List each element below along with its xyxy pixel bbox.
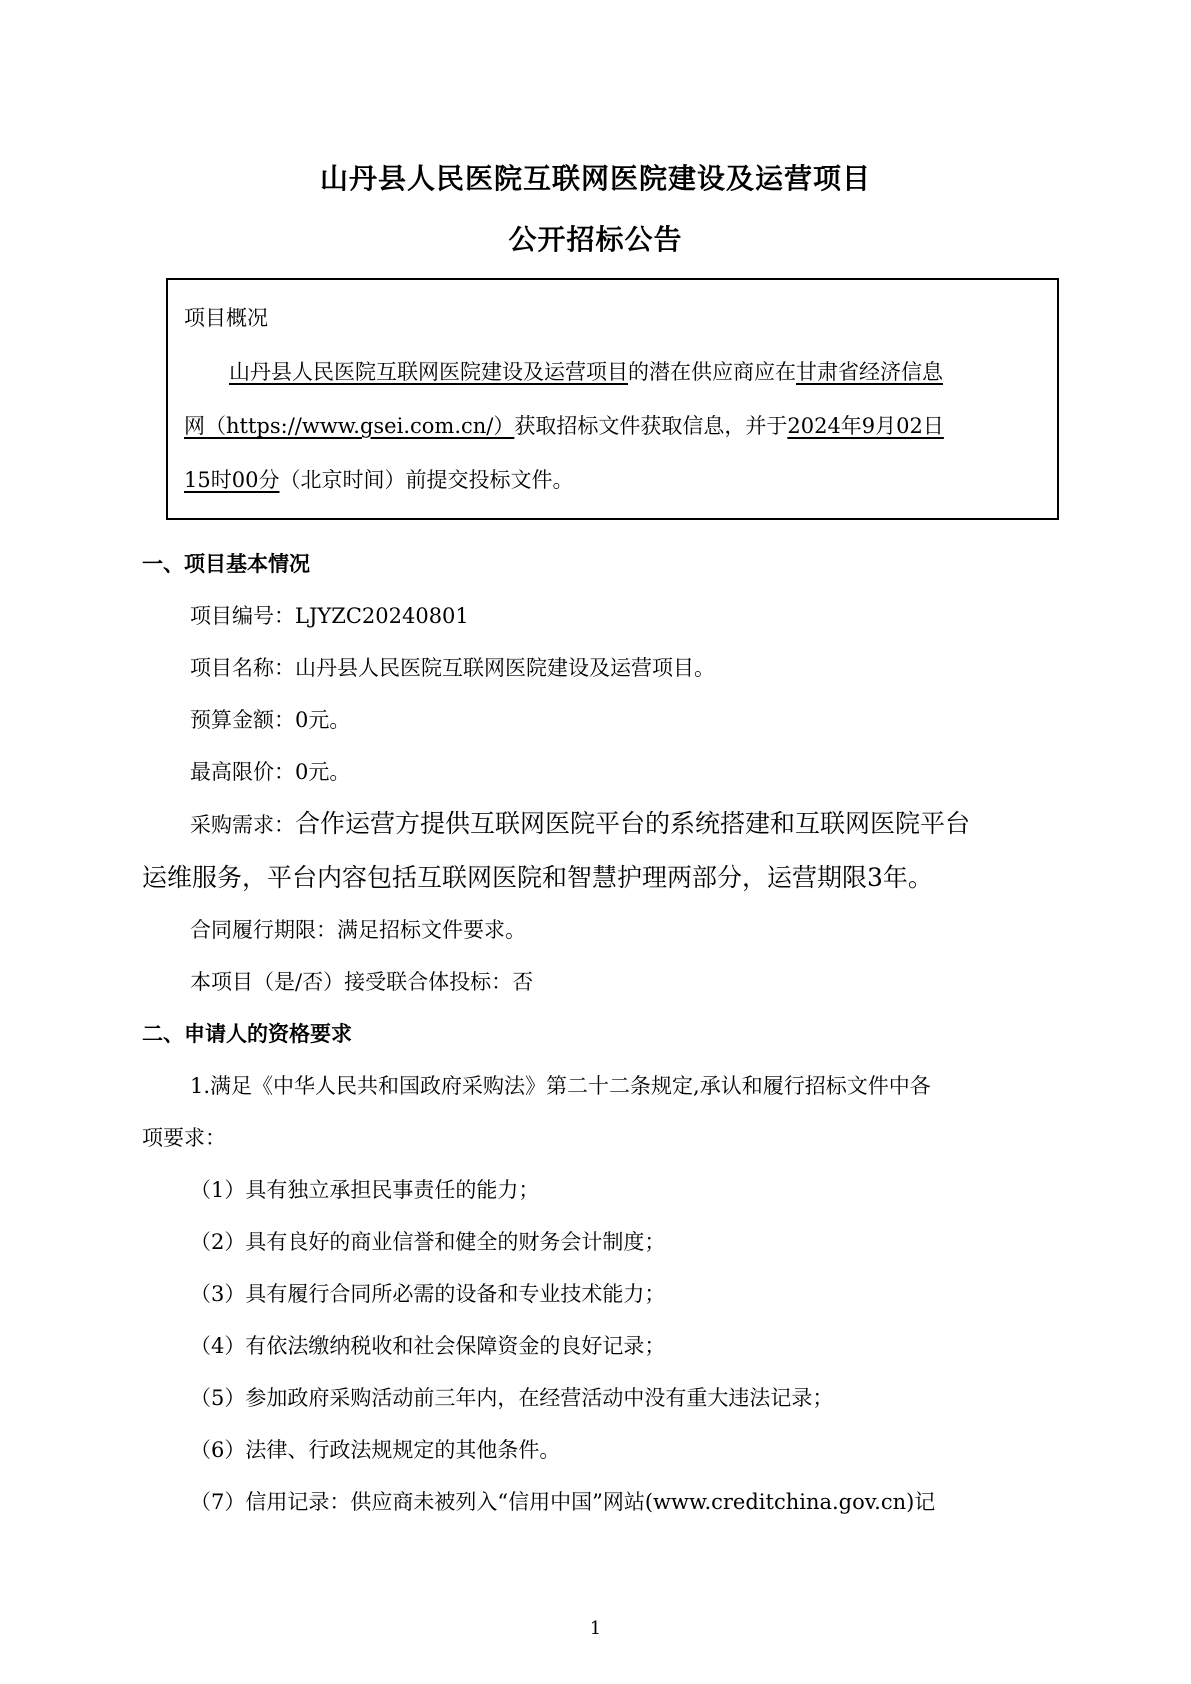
overview-text-2: 获取招标文件获取信息，并于 — [514, 414, 788, 438]
requirement-2: （2）具有良好的商业信誉和健全的财务会计制度； — [190, 1230, 666, 1254]
overview-site-name: 甘肃省经济信息 — [796, 360, 943, 384]
page-number: 1 — [589, 1618, 602, 1639]
requirement-3: （3）具有履行合同所必需的设备和专业技术能力； — [190, 1282, 666, 1306]
overview-text-1: 的潜在供应商应在 — [628, 360, 796, 384]
document-title: 山丹县人民医院互联网医院建设及运营项目 — [319, 162, 871, 195]
demand-text-1: 合作运营方提供互联网医院平台的系统搭建和互联网医院平台 — [295, 809, 971, 838]
requirement-5: （5）参加政府采购活动前三年内，在经营活动中没有重大违法记录； — [190, 1386, 834, 1410]
consortium-bidding: 本项目（是/否）接受联合体投标：否 — [190, 970, 534, 994]
project-name: 项目名称：山丹县人民医院互联网医院建设及运营项目。 — [190, 656, 715, 680]
document-subtitle: 公开招标公告 — [508, 223, 683, 256]
section-2-heading: 二、申请人的资格要求 — [142, 1022, 352, 1046]
section-1-heading: 一、项目基本情况 — [142, 552, 310, 576]
demand-label: 采购需求： — [190, 813, 295, 837]
project-overview-box — [166, 278, 1059, 520]
overview-site-url: 网（https://www.gsei.com.cn/） — [184, 414, 515, 438]
contract-period: 合同履行期限：满足招标文件要求。 — [190, 918, 526, 942]
overview-line-2 — [184, 410, 944, 440]
budget-amount: 预算金额：0元。 — [190, 708, 351, 732]
project-number: 项目编号：LJYZC20240801 — [190, 604, 469, 628]
overview-line-3 — [184, 464, 573, 494]
procurement-demand-line-2: 运维服务，平台内容包括互联网医院和智慧护理两部分，运营期限3年。 — [142, 863, 933, 892]
overview-project-name: 山丹县人民医院互联网医院建设及运营项目 — [229, 360, 628, 384]
overview-time: 15时00分 — [184, 468, 280, 492]
overview-text-3: （北京时间）前提交投标文件。 — [279, 468, 574, 492]
max-price: 最高限价：0元。 — [190, 760, 351, 784]
overview-line-1 — [229, 356, 943, 386]
overview-heading: 项目概况 — [184, 306, 268, 330]
requirement-7: （7）信用记录：供应商未被列入“信用中国”网站(www.creditchina.gov.cn)记 — [190, 1490, 936, 1514]
requirement-1: （1）具有独立承担民事责任的能力； — [190, 1178, 540, 1202]
requirement-6: （6）法律、行政法规规定的其他条件。 — [190, 1438, 561, 1462]
procurement-demand-line-1 — [190, 804, 970, 840]
requirement-4: （4）有依法缴纳税收和社会保障资金的良好记录； — [190, 1334, 666, 1358]
overview-date: 2024年9月02日 — [787, 414, 944, 438]
qualification-item-1-line-2: 项要求： — [142, 1126, 226, 1150]
qualification-item-1-line-1: 1.满足《中华人民共和国政府采购法》第二十二条规定,承认和履行招标文件中各 — [190, 1074, 931, 1098]
